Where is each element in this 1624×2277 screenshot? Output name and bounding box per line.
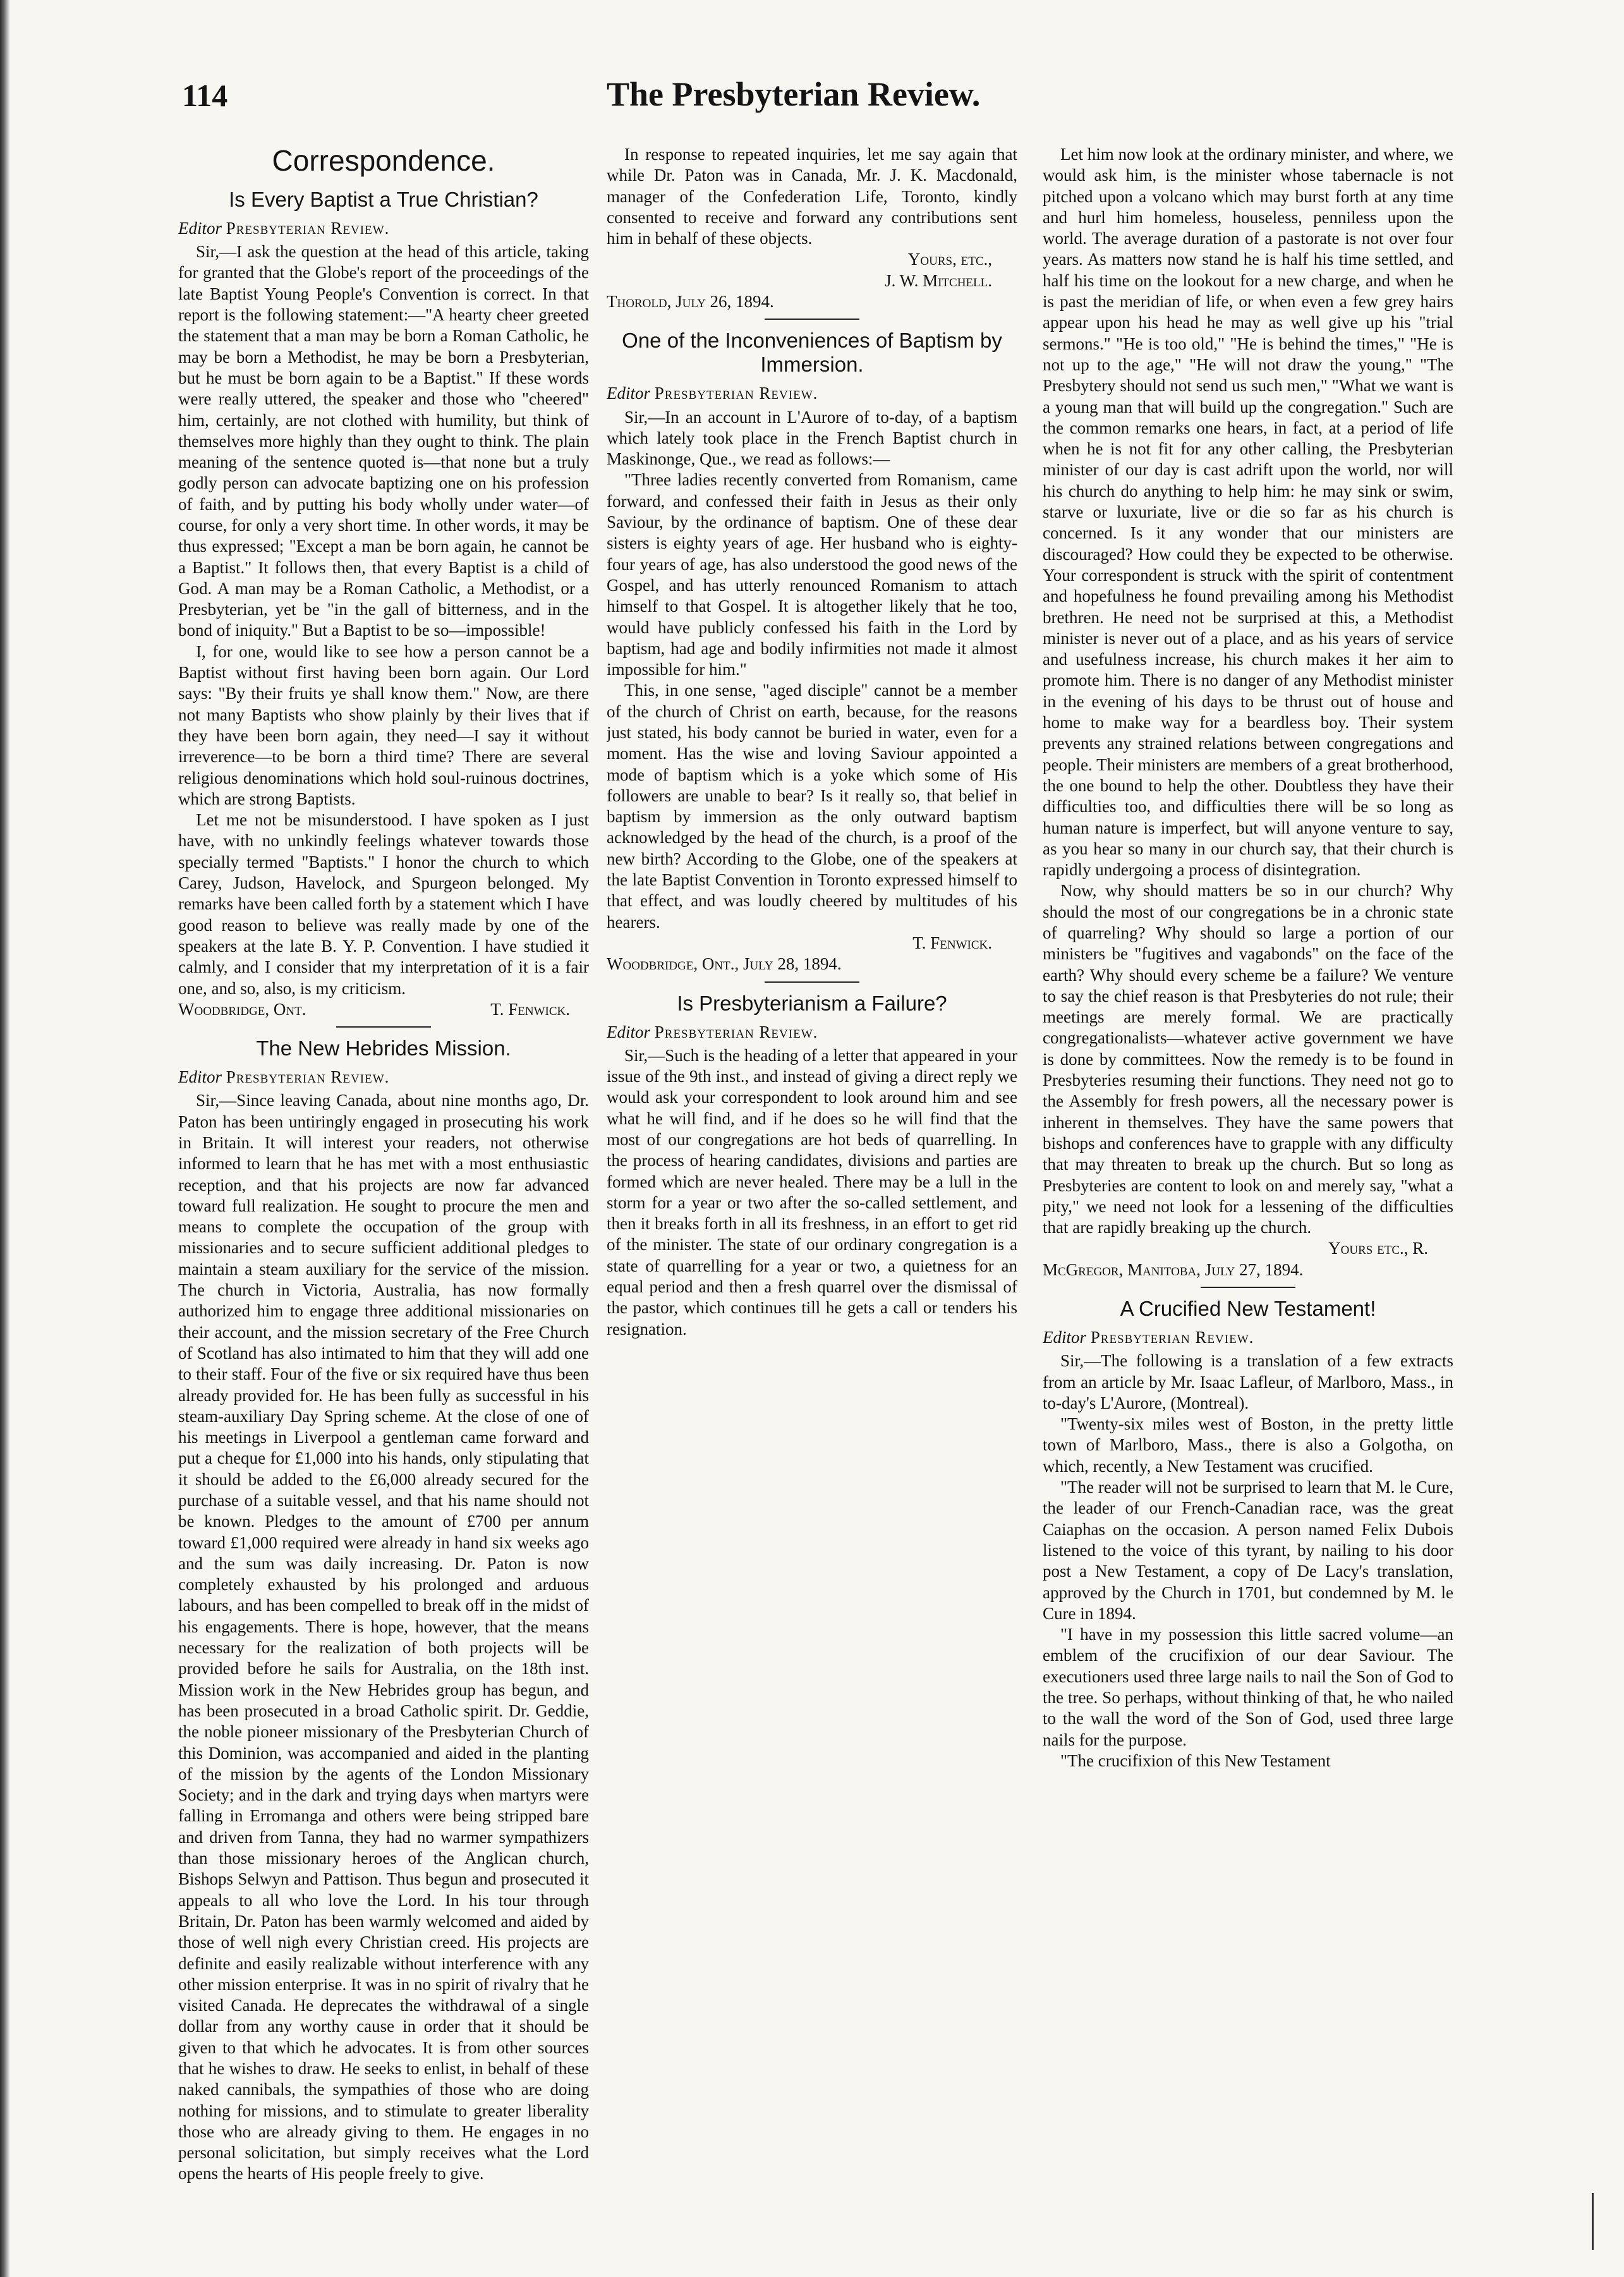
column-1: [178, 144, 589, 2217]
paragraph: "The crucifixion of this New Testament: [1060, 1751, 1331, 1770]
paragraph: "I have in my possession this little sacred volume—an emblem of the crucifixion of our dear Saviour. The executioners used three large nails to nail the Son of God to the tree. So perhaps, without thinking of that, he who nailed to the wall the word of the Son of God, used three large nails for the purpose.: [1043, 1625, 1453, 1749]
closing: Yours, etc.,: [907, 250, 992, 269]
addressee-label: Editor: [607, 384, 651, 403]
addressee-label: Editor: [1043, 1327, 1087, 1347]
paragraph: Let him now look at the ordinary minister, and where, we would ask him, is the minister whose tabernacle is not pitched upon a volcano which may burst forth at any time and hurl him homeless, houseless, penniless upon the world. The average duration of a pastorate is not over four years. As matters now stand he is half his time settled, and half his time on the lookout for a new charge, and when he is past the meridian of life, or when even a few grey hairs appear upon his head he may as well give up his "trial sermons." "He is too old," "He is behind the times," "He is not up to the age," "He will not draw the young," "The Presbytery should not send us such men," "What we want is a young man that will build up the congregation." Such are the common remarks one hears, in fact, at a period of life when he is not fit for any other calling, the Presbyterian minister of our day is cast adrift upon the world, nor will his church do anything to help him: he may sink or swim, starve or luxuriate, live or die so far as his church is concerned. Is it any wonder that our ministers are discouraged? How could they be expected to be otherwise. Your correspondent is struck with the spirit of contentment and hopefulness he found prevailing among his Methodist brethren. He need not be surprised at this, a Methodist minister is never out of a place, and as his years of service and usefulness increase, his church makes it her aim to promote him. There is no danger of any Methodist minister in the evening of his days to be thrust out of house and home to make way for a beardless boy. Their system prevents any strained relations between congregations and people. Their ministers are members of a great brotherhood, the one bound to help the other. Doubtless they have their difficulties too, and difficulties there will be so long as human nature is imperfect, but will anyone venture to say, as you hear so many in our church say, that their church is rapidly undergoing a process of disintegration.: [1043, 145, 1453, 880]
article-title: A Crucified New Testament!: [1120, 1297, 1376, 1321]
divider: [1201, 1287, 1295, 1288]
addressee-name: Presbyterian Review.: [226, 1067, 390, 1087]
paragraph: Sir,—In an account in L'Aurore of to-day, of a baptism which lately took place in the French Baptist church in Maskinonge, Que., we read as follows:—: [607, 407, 1017, 469]
article-new-hebrides: [178, 1036, 589, 2185]
addressee: [607, 383, 1017, 404]
closing: Yours etc., R.: [1328, 1239, 1428, 1258]
addressee-name: Presbyterian Review.: [654, 1022, 818, 1041]
addressee-label: Editor: [607, 1022, 651, 1041]
paragraph: Let me not be misunderstood. I have spoken as I just have, with no unkindly feelings whatever towards those specially termed "Baptists." I honor the church to which Carey, Judson, Havelock, and Spurgeon belonged. My remarks have been called forth by a statement which I have good reason to believe was really made by one of the speakers at the late B. Y. P. Convention. I have studied it calmly, and I consider that my interpretation of it is a fair one, and so, also, is my criticism.: [178, 810, 589, 998]
article-crucified-testament: [1043, 1297, 1453, 1771]
paragraph: Sir,—The following is a translation of a few extracts from an article by Mr. Isaac Lafleur, of Marlboro, Mass., in to-day's L'Aurore, (Montreal).: [1043, 1351, 1453, 1412]
article-baptist: [178, 188, 589, 1020]
article-title: One of the Inconveniences of Baptism by Immersion.: [622, 329, 1002, 377]
dateline: [178, 999, 589, 1020]
paragraph: Sir,—Such is the heading of a letter that appeared in your issue of the 9th inst., and instead of giving a direct reply we would ask your correspondent to look around him and see what he will find, and if he does so he will find that the most of our congregations are hot beds of quarrelling. In the process of hearing candidates, divisions and parties are formed which are never healed. There may be a lull in the storm for a year or two after the so-called settlement, and then it breaks forth in all its freshness, in an effort to get rid of the minister. The state of our ordinary congregation is a state of quarrelling for a year or two, a quietness for an equal period and then a fresh quarrel over the dismissal of the pastor, which continues till he gets a call or tenders his resignation.: [607, 1045, 1017, 1339]
addressee-label: Editor: [178, 1067, 222, 1087]
page-edge-mark: [1592, 2193, 1619, 2250]
place: Woodbridge, Ont., July 28, 1894.: [607, 954, 842, 974]
paragraph: "Twenty-six miles west of Boston, in the pretty little town of Marlboro, Mass., there is also a Golgotha, on which, recently, a New Testament was crucified.: [1043, 1414, 1453, 1476]
column-2: [607, 144, 1017, 2217]
column-3: [1043, 144, 1453, 2217]
divider: [336, 1026, 431, 1028]
article-title: The New Hebrides Mission.: [256, 1036, 511, 1060]
place: Woodbridge, Ont.: [178, 999, 306, 1019]
paragraph: Sir,—Since leaving Canada, about nine months ago, Dr. Paton has been untiringly engaged in prosecuting his work in Britain. It will interest your readers, not otherwise informed to learn that he has met with a most enthusiastic reception, and that his projects are now far advanced toward full realization. He sought to procure the men and means to complete the occupation of the group with missionaries and to secure sufficient additional pledges to maintain a steam auxiliary for the service of the mission. The church in Victoria, Australia, has now formally authorized him to engage three additional missionaries on their account, and the mission secretary of the Free Church of Scotland has also intimated to him that they will add one to their staff. Four of the five or six required have thus been already provided for. He has been fully as successful in his steam-auxiliary Day Spring scheme. At the close of one of his meetings in Liverpool a gentleman came forward and put a cheque for £1,000 into his hands, only stipulating that it should be added to the £6,000 already secured for the purchase of a suitable vessel, and that his name should not be known. Pledges to the amount of £700 per annum toward £1,000 required were already in hand six weeks ago and the sum was daily increasing. Dr. Paton is now completely exhausted by his prolonged and arduous labours, and has been compelled to break off in the midst of his engagements. There is hope, however, that the means necessary for the realization of both projects will be provided before he sails for Australia, on the 18th inst. Mission work in the New Hebrides group has begun, and has been prosecuted in a broad Catholic spirit. Dr. Geddie, the noble pioneer missionary of the Presbyterian Church of this Dominion, was accompanied and aided in the planting of the mission by the agents of the London Missionary Society; and in the dark and trying days when martyrs were falling in Erromanga and others were being stripped bare and driven from Tanna, they had no warmer sympathizers than those missionary heroes of the Anglican church, Bishops Selwyn and Pattison. Thus begun and prosecuted it appeals to all who love the Lord. In his tour through Britain, Dr. Paton has been warmly welcomed and aided by those of well nigh every Christian creed. His projects are definite and easily realizable without interference with any other mission enterprise. It was in no spirit of rivalry that he visited Canada. He deprecates the withdrawal of a single dollar from any worthy cause in order that it should be given to that which he advocates. It is from other sources that he wishes to draw. He seeks to enlist, in behalf of these naked cannibals, the sympathies of those who are doing nothing for missions, and to stimulate to greater liberality those who are already giving to them. He engages in no personal solicitation, but simply receives what the Lord opens the hearts of His people freely to give.: [178, 1091, 589, 2183]
article-presbyterianism: [607, 992, 1017, 1340]
addressee: [178, 218, 589, 239]
publication-title: The Presbyterian Review.: [607, 75, 981, 113]
paragraph: Sir,—I ask the question at the head of this article, taking for granted that the Globe's report of the proceedings of the late Baptist Young People's Convention is correct. In that report is the following statement:—"A hearty cheer greeted the statement that a man may be born a Roman Catholic, he may be born a Methodist, he may be born a Presbyterian, but he must be born again to be a Baptist." If these words were really uttered, the speaker and those who "cheered" him, certainly, are not clothed with humility, but think of themselves more highly than they ought to think. The plain meaning of the sentence quoted is—that none but a truly godly person can advocate baptizing one on his profession of faith, and by putting his body wholly under water—of course, for only a very short time. In other words, it may be thus expressed; "Except a man be born again, he cannot be a Baptist." It follows then, that every Baptist is a child of God. A man may be a Roman Catholic, a Methodist, or a Presbyterian, yet be "in the gall of bitterness, and in the bond of iniquity." But a Baptist to be so—impossible!: [178, 242, 589, 640]
addressee-name: Presbyterian Review.: [654, 384, 818, 403]
divider: [765, 981, 859, 983]
article-title: Is Every Baptist a True Christian?: [229, 187, 538, 211]
section-title: Correspondence.: [272, 144, 495, 177]
addressee: [607, 1022, 1017, 1043]
addressee-name: Presbyterian Review.: [226, 218, 390, 238]
paragraph: This, in one sense, "aged disciple" cannot be a member of the church of Christ on earth, because, for the reasons just stated, his body cannot be buried in water, even for a moment. Has the wise and loving Saviour appointed a mode of baptism which is a yoke which some of His followers are unable to bear? Is it really so, that belief in baptism by immersion as the only outward baptism acknowledged by the head of the church, is a proof of the new birth? According to the Globe, one of the speakers at the late Baptist Convention in Toronto expressed himself to that effect, and was loudly cheered by multitudes of his hearers.: [607, 681, 1017, 932]
binding-edge: [0, 0, 10, 2277]
article-presbyterianism-cont: [1043, 144, 1453, 1280]
page-number: 114: [182, 78, 228, 113]
paragraph: "Three ladies recently converted from Romanism, came forward, and confessed their faith in Jesus as their only Saviour, by the ordinance of baptism. One of these dear sisters is eighty years of age. Her husband who is eighty-four years of age, has also understood the good news of the Gospel, and has utterly renounced Romanism to attach himself to that Gospel. It is altogether likely that he too, would have publicly confessed his faith in the Lord by baptism, had age and bodily infirmities not made it almost impossible for him.": [607, 470, 1017, 679]
addressee: [1043, 1327, 1453, 1348]
place: Thorold, July 26, 1894.: [607, 292, 774, 312]
article-new-hebrides-cont: [607, 144, 1017, 312]
paragraph: I, for one, would like to see how a person cannot be a Baptist without first having been born again. Our Lord says: "By their fruits ye shall know them." Now, are there not many Baptists who show plainly by their lives that if they have been born again, they need—I say it without irreverence—to be born a third time? There are several religious denominations which hold soul-ruinous doctrines, which are strong Baptists.: [178, 641, 589, 808]
addressee: [178, 1067, 589, 1088]
place: McGregor, Manitoba, July 27, 1894.: [1043, 1260, 1304, 1279]
addressee-name: Presbyterian Review.: [1090, 1327, 1254, 1347]
article-title: Is Presbyterianism a Failure?: [677, 991, 947, 1015]
divider: [765, 319, 859, 320]
signature: J. W. Mitchell.: [885, 270, 992, 290]
paragraph: "The reader will not be surprised to learn that M. le Cure, the leader of our French-Canadian race, was the great Caiaphas on the occasion. A person named Felix Dubois listened to the voice of this tyrant, by nailing to his door post a New Testament, a copy of De Lacy's translation, approved by the Church in 1701, but condemned by M. le Cure in 1894.: [1043, 1478, 1453, 1623]
addressee-label: Editor: [178, 218, 222, 238]
signature: T. Fenwick.: [490, 999, 570, 1019]
article-immersion: [607, 329, 1017, 975]
paragraph: Now, why should matters be so in our church? Why should the most of our congregations be in a chronic state of quarreling? Why should so large a portion of our ministers be "fugitives and vagabonds" on the face of the earth? Why should every scheme be a failure? We venture to say the chief reason is that Presbyteries do not rule; their meetings are merely formal. We are practically congregationalists—whatever active government we have is done by committees. Now the remedy is to be found in Presbyteries resuming their functions. They need not go to the Assembly for fresh powers, all the necessary power is inherent in themselves. They have the same powers that bishops and conferences have to grapple with any difficulty that may threaten to break up the church. But so long as Presbyteries are content to look on and merely say, "what a pity," we need not look for a lessening of the difficulties that are rapidly breaking up the church.: [1043, 881, 1453, 1237]
signature: T. Fenwick.: [912, 933, 992, 952]
paragraph: In response to repeated inquiries, let me say again that while Dr. Paton was in Canada, Mr. J. K. Macdonald, manager of the Confederation Life, Toronto, kindly consented to receive and forward any contributions sent him in behalf of these objects.: [607, 145, 1017, 248]
